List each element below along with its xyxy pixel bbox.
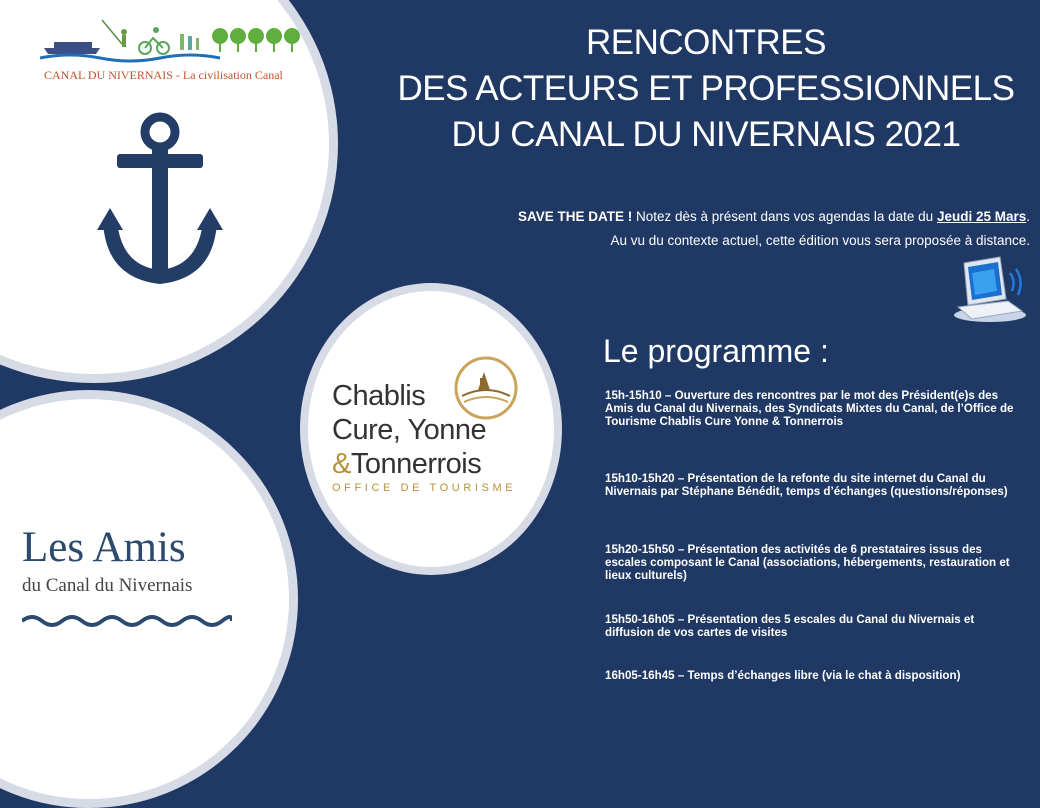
programme-item-3: 15h20-15h50 – Présentation des activités de 6 prestataires issus des escales composant le Canal (associations, hébergements, restauration et lieux culturels) <box>605 543 1010 583</box>
save-text: Notez dès à présent dans vos agendas la date du <box>632 209 937 224</box>
chablis-line-3 <box>332 448 481 481</box>
chablis-office-label: OFFICE DE TOURISME <box>332 482 517 494</box>
wave-icon <box>22 611 232 631</box>
save-the-date <box>380 205 1030 253</box>
programme-heading: Le programme : <box>603 333 829 369</box>
chablis-office-logo <box>332 352 532 502</box>
save-lead: SAVE THE DATE ! <box>517 209 633 224</box>
canal-nivernais-logo <box>40 18 300 88</box>
title-line-1: RENCONTRES <box>585 23 827 62</box>
chablis-tonnerrois: Tonnerrois <box>350 448 482 480</box>
les-amis-logo <box>22 525 237 636</box>
anchor-icon <box>95 110 225 295</box>
laptop-wifi-icon <box>950 253 1030 330</box>
title-line-2: DES ACTEURS ET PROFESSIONNELS <box>397 69 1015 108</box>
save-line-2: Au vu du contexte actuel, cette édition vous sera proposée à distance. <box>610 233 1030 248</box>
programme-item-1: 15h-15h10 – Ouverture des rencontres par le mot des Président(e)s des Amis du Canal du Nivernais, des Syndicats Mixtes du Canal, de l’Office de Tourisme Chablis Cure Yonne & Tonnerrois <box>605 389 1014 429</box>
page-title <box>372 20 1040 158</box>
programme-item-4: 15h50-16h05 – Présentation des 5 escales du Canal du Nivernais et diffusion de vos cartes de visites <box>605 613 975 640</box>
chablis-ampersand: & <box>332 448 351 480</box>
programme-item-2: 15h10-15h20 – Présentation de la refonte du site internet du Canal du Nivernais par Stéphane Bénédit, temps d’échanges (questions/réponses) <box>605 472 1008 499</box>
les-amis-title: Les Amis <box>22 524 186 571</box>
programme-item-5: 16h05-16h45 – Temps d’échanges libre (via le chat à disposition) <box>605 669 961 682</box>
save-date: Jeudi 25 Mars <box>936 209 1027 224</box>
chablis-line-1: Chablis <box>332 380 426 412</box>
title-line-3: DU CANAL DU NIVERNAIS 2021 <box>451 115 961 154</box>
chablis-line-2: Cure, Yonne <box>332 414 487 446</box>
canal-logo-graphic <box>40 18 300 68</box>
save-line-1 <box>380 205 1030 229</box>
les-amis-subtitle: du Canal du Nivernais <box>22 575 193 596</box>
canal-logo-caption: CANAL DU NIVERNAIS - La civilisation Canal <box>44 68 283 82</box>
save-end: . <box>1026 209 1030 224</box>
